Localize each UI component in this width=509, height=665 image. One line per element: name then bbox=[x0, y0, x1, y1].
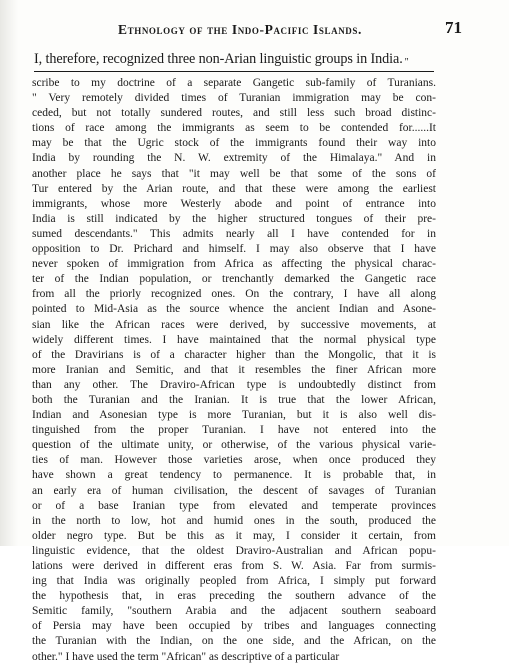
text-line: Tur entered by the Arian route, and that these were among the earliest bbox=[32, 182, 436, 195]
text-line: or of a base Iranian type from elevated and temperate provinces bbox=[32, 499, 436, 512]
page-binding-shadow bbox=[0, 0, 18, 546]
text-line: of Persia may have been occupied by tribes and languages connecting bbox=[32, 620, 436, 633]
text-line: may be that the Ugric stock of the immigrants found their way into bbox=[32, 137, 436, 150]
text-line: have shown a great tendency to permanence. It is probable that, in bbox=[32, 469, 436, 482]
text-line: other." I have used the term "African" as descriptive of a particular bbox=[32, 650, 340, 663]
section-heading-text: I, therefore, recognized three non-Arian linguistic groups in India. bbox=[34, 51, 403, 67]
text-line: older negro type. But be this as it may, I consider it certain, from bbox=[32, 529, 436, 542]
text-line: question of the ultimate unity, or otherwise, of the various physical varie- bbox=[32, 439, 436, 452]
text-line: never spoken of immigration from Africa as affecting the physical charac- bbox=[32, 258, 436, 271]
text-line: pointed to Mid-Asia as the source whence the ancient Indian and Asone- bbox=[32, 303, 436, 316]
text-line: the hypothesis that, in eras preceding the southern advance of the bbox=[32, 590, 436, 603]
text-line: tions of race among the immigrants as seem to be contended for......It bbox=[32, 122, 436, 135]
text-line: tinguished from the proper Turanian. I have not entered into the bbox=[32, 424, 436, 437]
text-line: ceded, but not totally sundered routes, and still less such broad distinc- bbox=[32, 107, 436, 120]
text-line: sian like the African races were derived, by successive movements, at bbox=[32, 318, 436, 331]
text-line: of the Dravirians is of a character higher than the Mongolic, that it is bbox=[32, 348, 436, 361]
running-title: Ethnology of the Indo-Pacific Islands. bbox=[118, 22, 362, 37]
text-line: than any other. The Draviro-African type is undoubtedly distinct from bbox=[32, 378, 436, 391]
text-line: India by rounding the N. W. extremity of the Himalaya." And in bbox=[32, 152, 436, 165]
text-line: immigrants, whose more Westerly abode and point of entrance into bbox=[32, 197, 436, 210]
text-line: ter of the Indian population, or trenchantly demarked the Gangetic race bbox=[32, 273, 436, 286]
text-line: ties of man. However those varieties arose, when once produced they bbox=[32, 454, 436, 467]
text-line: Indian and Asonesian type is more Turanian, but it is also well dis- bbox=[32, 409, 436, 422]
text-line: ing that India was originally peopled from Africa, I simply put forward bbox=[32, 575, 436, 588]
text-line: India is still indicated by the higher structured tongues of their pre- bbox=[32, 212, 436, 225]
body-text bbox=[32, 76, 436, 665]
heading-quote-mark: " bbox=[404, 57, 409, 68]
text-line: sumed descendants." This admits nearly all I have contended for in bbox=[32, 227, 436, 240]
text-line: more Iranian and Semitic, and that it resembles the finer African more bbox=[32, 363, 436, 376]
text-line: " Very remotely divided times of Turanian immigration may be con- bbox=[32, 92, 436, 105]
text-line: the Turanian with the Indian, on the one side, and the African, on the bbox=[32, 635, 436, 648]
text-line: another place he says that "it may well be that some of the sons of bbox=[32, 167, 436, 180]
text-line: an early era of human civilisation, the descent of savages of Turanian bbox=[32, 484, 436, 497]
page-number: 71 bbox=[445, 18, 462, 37]
text-line: scribe to my doctrine of a separate Gangetic sub-family of Turanians. bbox=[32, 77, 436, 89]
text-line: lations were derived in different eras from S. W. Asia. Far from surmis- bbox=[32, 560, 436, 572]
section-heading bbox=[34, 51, 434, 72]
text-line: Semitic family, "southern Arabia and the adjacent southern seaboard bbox=[32, 605, 436, 618]
text-line: opposition to Dr. Prichard and himself. I may also observe that I have bbox=[32, 243, 436, 256]
text-line: widely different times. I have maintained that the normal physical type bbox=[32, 333, 436, 346]
text-line: both the Turanian and the Iranian. It is true that the lower African, bbox=[32, 393, 436, 406]
text-line: linguistic evidence, that the oldest Draviro-Australian and African popu- bbox=[32, 544, 436, 557]
text-line: in the north to low, hot and humid ones in the south, produced the bbox=[32, 514, 436, 527]
text-line: from all the priorly recognized ones. On the contrary, I have all along bbox=[32, 288, 436, 301]
